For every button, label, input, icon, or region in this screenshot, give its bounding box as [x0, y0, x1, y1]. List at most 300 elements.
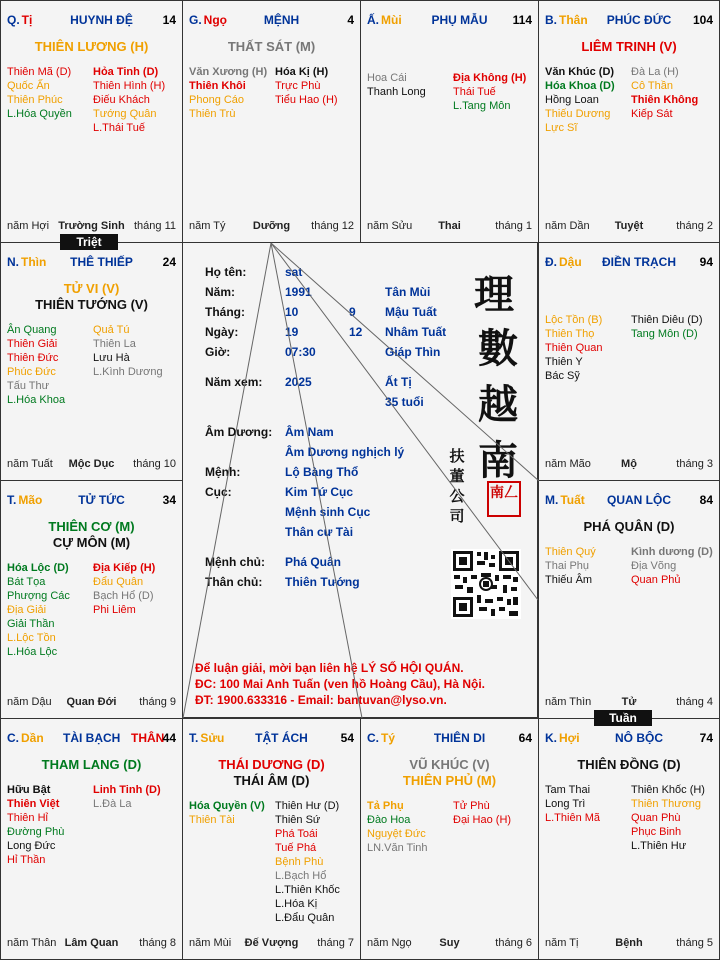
main-star: THIÊN CƠ (M) [48, 519, 135, 534]
palace-name: MỆNH [263, 13, 300, 27]
minor-star: Địa Võng [631, 560, 677, 572]
minor-star: L.Lộc Tồn [7, 632, 56, 644]
minor-star: Đào Hoa [367, 814, 411, 826]
palace-phase: Đế Vượng [244, 937, 299, 949]
minor-star: Nguyệt Đức [367, 828, 426, 840]
minor-star: L.Hóa Quyền [7, 108, 72, 120]
main-star: THAM LANG (D) [41, 757, 142, 772]
palace-year: năm Tý [189, 220, 226, 232]
minor-star: Thiếu Dương [545, 108, 611, 120]
palace-branch: Dần [21, 731, 44, 745]
main-stars [1, 757, 182, 773]
minor-stars-left [367, 799, 428, 855]
palace-name: PHÚC ĐỨC [606, 13, 672, 27]
main-stars [539, 39, 719, 55]
minor-star: Thiên Khốc (H) [631, 784, 705, 796]
minor-star: Thiên Tài [189, 814, 235, 826]
palace-header [367, 731, 532, 747]
minor-stars-left [545, 313, 602, 383]
minor-star: Long Trì [545, 798, 586, 810]
palace-number: 94 [699, 255, 713, 269]
minor-star: Thái Tuế [453, 86, 496, 98]
minor-star: Phá Toái [275, 828, 318, 840]
palace-month: tháng 7 [317, 937, 354, 949]
palace-footer [7, 937, 176, 951]
palace-phase: Bệnh [615, 937, 643, 949]
palace-branch: Mão [18, 493, 43, 507]
center-info-panel [182, 242, 538, 718]
palace-stem: M. [545, 493, 559, 507]
palace-stem: C. [7, 731, 19, 745]
view-year-label: Năm xem: [205, 375, 263, 389]
minor-star: Hóa Kị (H) [275, 66, 329, 78]
minor-star: Giải Thần [7, 618, 55, 630]
minor-star: Địa Kiếp (H) [93, 562, 156, 574]
palace-year: năm Ngọ [367, 937, 412, 949]
palace-number: 14 [162, 13, 176, 27]
palace-ngo [182, 0, 361, 243]
minor-star: Đẩu Quân [93, 576, 144, 588]
minor-stars-left [7, 561, 70, 659]
palace-month: tháng 2 [676, 220, 713, 232]
palace-footer [189, 937, 354, 951]
menh-value: Lộ Bàng Thổ [285, 465, 359, 479]
palace-stem: N. [7, 255, 19, 269]
cuc-label: Cục: [205, 485, 232, 499]
palace-month: tháng 12 [311, 220, 354, 232]
thanchu-value: Thiên Tướng [285, 575, 360, 589]
palace-branch: Tý [381, 731, 396, 745]
month-label: Tháng: [205, 305, 245, 319]
minor-star: Tử Phù [453, 800, 490, 812]
main-stars [539, 757, 719, 773]
palace-number: 54 [340, 731, 354, 745]
amduong-value-2: Âm Dương nghịch lý [285, 445, 405, 459]
palace-phase: Tuyệt [614, 220, 644, 232]
name-label: Họ tên: [205, 265, 247, 279]
main-star: CỰ MÔN (M) [52, 535, 131, 550]
triet-marker: Triệt [60, 234, 118, 250]
minor-stars-right [93, 561, 155, 617]
minor-star: Hóa Khoa (D) [545, 80, 615, 92]
minor-star: Đà La (H) [631, 66, 679, 78]
palace-name: TẬT ÁCH [255, 731, 308, 745]
minor-star: Hỏa Tinh (D) [93, 66, 159, 78]
main-star: THÁI ÂM (D) [233, 773, 310, 788]
minor-star: Thiên Hư (D) [275, 800, 340, 812]
minor-star: Thiên Việt [7, 798, 60, 810]
minor-stars-right [275, 799, 340, 925]
palace-number: 74 [699, 731, 713, 745]
palace-year: năm Thân [7, 937, 57, 949]
minor-star: Kình dương (D) [631, 546, 713, 558]
palace-phase: Mộ [621, 458, 637, 470]
palace-ti [0, 0, 183, 243]
minor-stars-left [7, 783, 64, 867]
palace-name: HUYNH ĐỆ [70, 13, 133, 27]
minor-star: Long Đức [7, 840, 56, 852]
view-year-lunar: Ất Tị [385, 375, 412, 389]
year-solar: 1991 [285, 285, 312, 299]
palace-footer [7, 458, 176, 472]
palace-phase: Tử [621, 696, 637, 708]
contact-line-3: ĐT: 1900.633316 - Email: bantuvan@lyso.vn. [195, 693, 447, 707]
calligraphy-small-3: 公 [449, 487, 465, 505]
palace-stem: B. [545, 13, 557, 27]
minor-star: L.Hóa Khoa [7, 394, 66, 406]
palace-month: tháng 3 [676, 458, 713, 470]
minor-stars-left [7, 323, 65, 407]
minor-star: Hoa Cái [367, 72, 407, 84]
minor-star: Quả Tú [93, 324, 130, 336]
palace-name: TÀI BẠCH [63, 731, 121, 745]
palace-year: năm Thìn [545, 696, 592, 708]
palace-branch: Thìn [21, 255, 47, 269]
month-solar: 10 [285, 305, 299, 319]
palace-footer [7, 220, 176, 234]
palace-number: 64 [518, 731, 532, 745]
calligraphy-char-2: 數 [478, 325, 518, 372]
thanchu-label: Thân chủ: [205, 575, 263, 589]
palace-header [545, 493, 713, 509]
minor-star: Hỉ Thần [7, 854, 46, 866]
minor-star: Thiên Quan [545, 342, 603, 354]
main-star: VŨ KHÚC (V) [409, 757, 490, 772]
minor-star: L.Đẩu Quân [275, 912, 335, 924]
minor-star: Hóa Quyền (V) [189, 800, 265, 812]
amduong-value-1: Âm Nam [285, 425, 334, 439]
cuc-value-3: Thân cư Tài [285, 525, 354, 539]
palace-ty [360, 718, 539, 960]
palace-footer [367, 220, 532, 234]
palace-name: PHỤ MẪU [431, 13, 488, 27]
minor-stars-left [7, 65, 72, 121]
palace-name: THIÊN DI [433, 731, 486, 745]
minor-star: Thiếu Âm [545, 574, 593, 586]
minor-star: Bác Sỹ [545, 370, 580, 382]
palace-footer [545, 937, 713, 951]
minor-star: Thiên Mã (D) [7, 66, 72, 78]
minor-star: Kiếp Sát [631, 108, 673, 120]
palace-branch: Dậu [559, 255, 582, 269]
tuan-marker: Tuần [594, 710, 652, 726]
menh-label: Mệnh: [205, 465, 241, 479]
palace-footer [545, 220, 713, 234]
minor-star: Tuế Phá [275, 842, 317, 854]
minor-star: Tiểu Hao (H) [275, 94, 338, 106]
day-solar: 19 [285, 325, 299, 339]
minor-star: Trực Phù [275, 80, 321, 92]
minor-star: Hữu Bật [7, 784, 51, 796]
palace-phase: Mộc Dục [68, 458, 115, 470]
palace-header [189, 731, 354, 747]
minor-stars-left [545, 545, 596, 587]
palace-branch: Thân [559, 13, 588, 27]
minor-star: Thiên Không [631, 94, 699, 106]
palace-number: 44 [162, 731, 176, 745]
minor-star: Tướng Quân [93, 108, 157, 120]
minor-star: Quốc Ấn [7, 80, 50, 92]
minor-star: Đường Phù [7, 826, 65, 838]
palace-dau [538, 242, 720, 481]
palace-branch: Mùi [381, 13, 402, 27]
palace-header [7, 493, 176, 509]
minor-star: Thiên Diêu (D) [631, 314, 703, 326]
palace-number: 84 [699, 493, 713, 507]
contact-line-1: Để luận giải, mời bạn liên hệ LÝ SỐ HỘI QUÁN. [195, 661, 464, 675]
contact-line-2: ĐC: 100 Mai Anh Tuấn (ven hồ Hoàng Cầu), Hà Nội. [195, 677, 486, 691]
minor-stars-right [275, 65, 338, 107]
red-seal-stamp: 南𠃋 [487, 481, 521, 517]
palace-hoi [538, 718, 720, 960]
minor-stars-right [631, 65, 698, 121]
minor-star: Bát Tọa [7, 576, 46, 588]
palace-dan [0, 718, 183, 960]
palace-name: THÊ THIẾP [70, 255, 133, 269]
palace-position [7, 731, 44, 745]
palace-footer [189, 220, 354, 234]
day-lunar-num: 12 [349, 325, 363, 339]
palace-branch: Sửu [200, 731, 225, 745]
minor-star: Đại Hao (H) [453, 814, 512, 826]
minor-star: Địa Giải [7, 604, 47, 616]
year-lunar: Tân Mùi [385, 285, 431, 299]
minor-star: Thiên Trù [189, 108, 236, 120]
main-star: THIÊN ĐỒNG (D) [577, 757, 681, 772]
palace-header [7, 255, 176, 271]
minor-star: Phúc Đức [7, 366, 56, 378]
minor-star: Địa Không (H) [453, 72, 527, 84]
palace-mui [360, 0, 539, 243]
calligraphy-small-2: 董 [449, 467, 465, 485]
minor-star: Linh Tinh (D) [93, 784, 161, 796]
minor-star: Thiên Y [545, 356, 583, 368]
minor-star: Thai Phụ [545, 560, 590, 572]
hour-lunar: Giáp Thìn [385, 345, 441, 359]
minor-star: Bệnh Phù [275, 856, 324, 868]
minor-star: Phượng Các [7, 590, 70, 602]
cuc-value-2: Mệnh sinh Cục [285, 505, 371, 519]
palace-name: TỬ TỨC [78, 493, 125, 507]
main-star: PHÁ QUÂN (D) [583, 519, 675, 534]
minor-star: Thiên Giải [7, 338, 58, 350]
minor-stars-left [545, 65, 615, 135]
palace-phase: Quan Đới [66, 696, 117, 708]
palace-year: năm Tị [545, 937, 579, 949]
palace-month: tháng 8 [139, 937, 176, 949]
month-lunar-num: 9 [349, 305, 356, 319]
palace-header [545, 255, 713, 271]
palace-phase: Dưỡng [252, 220, 291, 232]
minor-star: Phi Liêm [93, 604, 136, 616]
palace-month: tháng 1 [495, 220, 532, 232]
minor-star: L.Bạch Hổ [275, 870, 327, 882]
palace-phase: Thai [438, 220, 461, 232]
minor-star: Thanh Long [367, 86, 426, 98]
minor-stars-left [367, 71, 426, 99]
main-stars [361, 757, 538, 789]
palace-suu [182, 718, 361, 960]
day-lunar: Nhâm Tuất [385, 325, 447, 339]
minor-star: L.Hóa Lộc [7, 646, 58, 658]
palace-month: tháng 5 [676, 937, 713, 949]
minor-star: Tả Phụ [367, 800, 404, 812]
palace-year: năm Dậu [7, 696, 52, 708]
palace-stem: K. [545, 731, 557, 745]
palace-phase: Lâm Quan [64, 937, 119, 949]
main-star: THIÊN TƯỚNG (V) [35, 297, 148, 312]
palace-month: tháng 11 [133, 220, 176, 232]
palace-stem: G. [189, 13, 202, 27]
palace-header [189, 13, 354, 29]
minor-stars-right [631, 783, 705, 853]
palace-stem: T. [7, 493, 17, 507]
minor-star: Thiên Thọ [545, 328, 595, 340]
minor-star: Phong Cáo [189, 94, 245, 106]
minor-star: L.Kình Dương [93, 366, 163, 378]
palace-branch: Tuất [560, 493, 585, 507]
palace-header [545, 13, 713, 29]
age-value: 35 tuổi [385, 395, 424, 409]
main-star: THÁI DƯƠNG (D) [218, 757, 325, 772]
palace-month: tháng 9 [139, 696, 176, 708]
main-stars [1, 281, 182, 313]
minor-star: L.Đà La [93, 798, 132, 810]
palace-branch: Ngọ [203, 13, 227, 27]
minor-star: Thiên Sứ [275, 814, 321, 826]
palace-month: tháng 4 [676, 696, 713, 708]
minor-star: L.Thiên Mã [545, 812, 601, 824]
palace-name: NÔ BỘC [615, 731, 663, 745]
minor-stars-right [631, 313, 703, 341]
minor-star: Thiên La [93, 338, 136, 350]
calligraphy-char-3: 越 [478, 381, 518, 428]
menhchu-value: Phá Quân [285, 555, 342, 569]
minor-star: Thiên Quý [545, 546, 596, 558]
minor-star: Lưu Hà [93, 352, 130, 364]
day-label: Ngày: [205, 325, 239, 339]
palace-mao [0, 480, 183, 719]
palace-number: 24 [162, 255, 176, 269]
palace-year: năm Hợi [7, 220, 50, 232]
minor-star: Thiên Khôi [189, 80, 246, 92]
minor-star: Tấu Thư [7, 380, 50, 392]
main-stars [183, 757, 360, 789]
minor-star: Điếu Khách [93, 94, 150, 106]
main-stars [1, 39, 182, 55]
palace-than [538, 0, 720, 243]
qr-code-icon [451, 549, 521, 619]
menhchu-label: Mệnh chủ: [205, 555, 265, 569]
minor-stars-left [545, 783, 600, 825]
minor-star: L.Thiên Khốc [275, 884, 340, 896]
view-year-value: 2025 [285, 375, 312, 389]
palace-stem: C. [367, 731, 379, 745]
main-star: LIÊM TRINH (V) [581, 39, 677, 54]
minor-star: Thiên Hỉ [7, 812, 48, 824]
palace-name: QUAN LỘC [607, 493, 671, 507]
minor-stars-right [93, 65, 165, 135]
minor-star: Văn Xương (H) [189, 66, 268, 78]
minor-star: Thiên Thương [631, 798, 702, 810]
main-star: THẤT SÁT (M) [227, 39, 316, 54]
palace-number: 34 [162, 493, 176, 507]
minor-stars-right [453, 71, 526, 113]
palace-month: tháng 10 [133, 458, 176, 470]
main-stars [1, 519, 182, 551]
minor-stars-right [93, 783, 161, 811]
calligraphy-char-4: 南 [478, 437, 518, 484]
minor-stars-left [189, 799, 265, 827]
calligraphy-small-4: 司 [449, 507, 465, 525]
calligraphy-small-1: 扶 [449, 447, 465, 465]
palace-footer [367, 937, 532, 951]
palace-stem: Ấ. [367, 13, 379, 27]
amduong-label: Âm Dương: [205, 425, 273, 439]
minor-star: Thiên Đức [7, 352, 59, 364]
palace-footer [7, 696, 176, 710]
minor-star: Hóa Lộc (D) [7, 562, 69, 574]
minor-star: Lộc Tồn (B) [545, 314, 603, 326]
year-label: Năm: [205, 285, 236, 299]
palace-year: năm Mão [545, 458, 591, 470]
palace-name: ĐIỀN TRẠCH [602, 255, 676, 269]
palace-year: năm Mùi [189, 937, 232, 949]
palace-number: 114 [512, 13, 532, 27]
calligraphy-char-1: 理 [474, 271, 514, 318]
minor-star: Thiên Hình (H) [93, 80, 166, 92]
palace-year: năm Dần [545, 220, 590, 232]
palace-phase: Suy [439, 937, 460, 949]
minor-stars-right [631, 545, 713, 587]
minor-star: Văn Khúc (D) [545, 66, 615, 78]
minor-star: Cô Thần [631, 80, 673, 92]
minor-star: Thiên Phúc [7, 94, 63, 106]
main-star: THIÊN LƯƠNG (H) [34, 39, 149, 54]
main-stars [539, 519, 719, 535]
palace-footer [545, 458, 713, 472]
minor-star: L.Tang Môn [453, 100, 511, 112]
name-value: sat [285, 265, 303, 279]
main-stars [183, 39, 360, 55]
palace-month: tháng 6 [495, 937, 532, 949]
palace-header [7, 13, 176, 29]
palace-than-marker: THÂN [131, 731, 165, 745]
palace-stem: Q. [7, 13, 20, 27]
main-star: TỬ VI (V) [63, 281, 120, 296]
palace-tuat [538, 480, 720, 719]
palace-year: năm Tuất [7, 458, 53, 470]
palace-branch: Hợi [559, 731, 580, 745]
main-star: THIÊN PHỦ (M) [402, 773, 497, 788]
palace-thin [0, 242, 183, 481]
palace-header [7, 731, 176, 747]
minor-star: L.Thiên Hư [631, 840, 687, 852]
hour-label: Giờ: [205, 345, 231, 359]
minor-star: Tang Môn (D) [631, 328, 698, 340]
palace-phase: Trường Sinh [58, 220, 125, 232]
palace-footer [545, 696, 713, 710]
hour-value: 07:30 [285, 345, 316, 359]
minor-star: L.Hóa Kị [275, 898, 318, 910]
cuc-value-1: Kim Tứ Cục [285, 485, 354, 499]
minor-star: Lực Sĩ [545, 122, 578, 134]
minor-stars-right [93, 323, 163, 379]
minor-star: Quan Phủ [631, 574, 681, 586]
minor-star: L.Thái Tuế [93, 122, 145, 134]
minor-star: Ân Quang [7, 324, 57, 336]
minor-star: Hồng Loan [545, 94, 599, 106]
